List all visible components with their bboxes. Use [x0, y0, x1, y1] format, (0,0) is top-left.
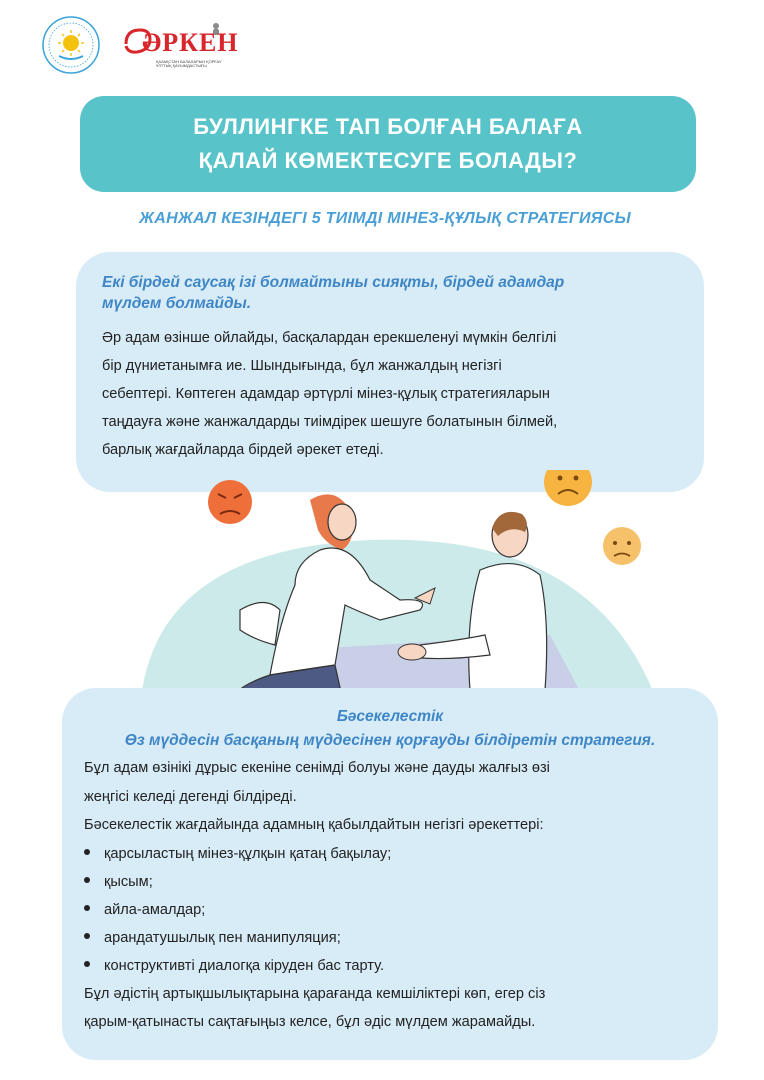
intro-body-line: таңдауға және жанжалдарды тиімдірек шешуге болатынын білмей, — [102, 414, 558, 430]
conclusion-line-2: қарым-қатынасты сақтағыңыз келсе, бұл әдіс мүлдем жарамайды. — [84, 1014, 536, 1030]
erken-subtitle: ҚАЗАҚСТАН БАЛАЛАРЫН ҚОРҒАУ ҰЛТТЫҚ ҚАУЫМДАСТЫҒЫ — [156, 59, 222, 68]
bullet-icon — [84, 905, 90, 911]
strategy-name: Бәсекелестік — [336, 708, 444, 725]
list-item-text: қарсыластың мінез-құлқын қатаң бақылау; — [104, 846, 392, 862]
bullet-icon — [84, 849, 90, 855]
erken-name: ӘРКЕН — [142, 28, 239, 57]
list-item-text: конструктивті диалогқа кіруден бас тарту. — [104, 958, 385, 974]
title-line-2: ҚАЛАЙ КӨМЕКТЕСУГЕ БОЛАДЫ? — [198, 148, 578, 173]
list-item — [84, 902, 205, 918]
conflict-illustration — [120, 470, 680, 710]
intro-body-line: Әр адам өзінше ойлайды, басқалардан ерекшеленуі мүмкін белгілі — [102, 330, 557, 346]
erken-logo — [120, 22, 239, 70]
list-item-text: арандатушылық пен манипуляция; — [104, 930, 341, 946]
argument-scene-icon — [120, 470, 680, 710]
association-logo — [42, 16, 100, 74]
bullet-icon — [84, 877, 90, 883]
strategy-card — [62, 688, 718, 1060]
bullet-icon — [84, 961, 90, 967]
intro-body-line: бір дүниетанымға ие. Шындығында, бұл жанжалдың негізгі — [102, 358, 502, 374]
strategy-desc-line-2: жеңгісі келеді дегенді білдіреді. — [84, 789, 297, 805]
sun-emblem-icon — [42, 16, 100, 74]
intro-lead — [102, 272, 682, 314]
title-line-1: БУЛЛИНГКЕ ТАП БОЛҒАН БАЛАҒА — [193, 114, 583, 139]
list-item — [84, 846, 391, 862]
page-subtitle: ЖАНЖАЛ КЕЗІНДЕГІ 5 ТИІМДІ МІНЕЗ-ҚҰЛЫҚ СТРАТЕГИЯСЫ — [139, 210, 631, 227]
sad-emoji-icon — [603, 527, 641, 565]
intro-body-line: себептері. Көптеген адамдар әртүрлі мінез-құлық стратегияларын — [102, 386, 550, 402]
list-item — [84, 930, 341, 946]
list-item-text: айла-амалдар; — [104, 902, 206, 918]
worried-emoji-icon — [544, 470, 592, 506]
strategy-desc-line-1: Бұл адам өзінікі дұрыс екеніне сенімді болуы және дауды жалғыз өзі — [84, 760, 550, 776]
strategy-definition: Өз мүддесін басқаның мүддесінен қорғауды білдіретін стратегия. — [124, 732, 656, 749]
list-item — [84, 874, 153, 890]
intro-lead-line-1: Екі бірдей саусақ ізі болмайтыны сияқты, бірдей адамдар — [102, 274, 565, 291]
list-item-text: қысым; — [104, 874, 153, 890]
title-banner — [80, 96, 696, 192]
list-item — [84, 958, 384, 974]
bullet-icon — [84, 933, 90, 939]
conclusion-line-1: Бұл әдістің артықшылықтарына қарағанда кемшіліктері көп, егер сіз — [84, 986, 546, 1002]
intro-card — [76, 252, 704, 492]
angry-emoji-icon — [208, 480, 252, 524]
intro-body-line: барлық жағдайларда бірдей әрекет етеді. — [102, 442, 384, 458]
actions-intro: Бәсекелестік жағдайында адамның қабылдайтын негізгі әрекеттері: — [84, 817, 544, 833]
intro-body — [102, 324, 687, 464]
intro-lead-line-2: мүлдем болмайды. — [102, 295, 252, 312]
